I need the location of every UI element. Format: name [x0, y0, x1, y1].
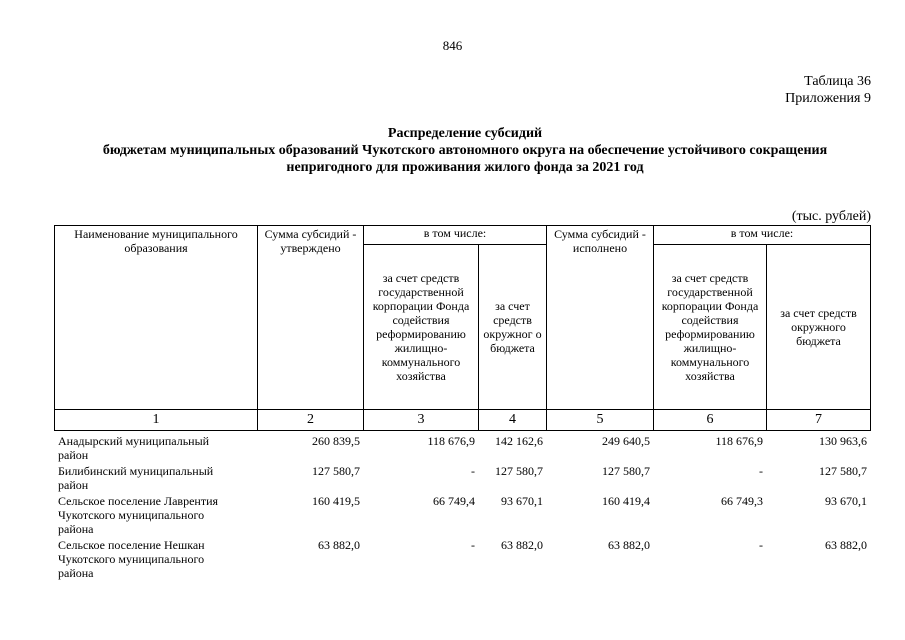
cell-okrug-executed: 63 882,0	[825, 538, 867, 552]
row-name: Анадырский муниципальный район	[58, 434, 210, 462]
table-reference	[785, 73, 871, 107]
header-okrug-executed: за счет средств окружного бюджета	[767, 245, 871, 410]
cell-approved: 160 419,5	[312, 494, 360, 508]
table-header	[54, 225, 871, 431]
row-name: Сельское поселение Нешкан Чукотского муниципального района	[58, 538, 205, 580]
cell-executed: 127 580,7	[602, 464, 650, 478]
header-executed: Сумма субсидий - исполнено	[547, 226, 654, 410]
header-including-1: в том числе:	[364, 226, 547, 245]
page-number: 846	[442, 38, 463, 53]
cell-okrug-executed: 130 963,6	[819, 434, 867, 448]
cell-approved: 127 580,7	[312, 464, 360, 478]
title-line-3: непригодного для проживания жилого фонда за 2021 год	[286, 160, 644, 175]
col-number: 5	[547, 410, 654, 431]
cell-okrug-executed: 93 670,1	[825, 494, 867, 508]
title-line-2: бюджетам муниципальных образований Чукотского автономного округа на обеспечение устойчивого сокращения	[102, 143, 828, 158]
cell-okrug-approved: 142 162,6	[495, 434, 543, 448]
col-number: 3	[364, 410, 479, 431]
table-row	[54, 538, 870, 582]
header-approved: Сумма субсидий - утверждено	[258, 226, 364, 410]
header-okrug-approved: за счет средств окружног о бюджета	[479, 245, 547, 410]
cell-approved: 63 882,0	[318, 538, 360, 552]
appendix-number: Приложения 9	[785, 91, 871, 106]
cell-okrug-approved: 63 882,0	[501, 538, 543, 552]
header-fund-approved: за счет средств государственной корпорации Фонда содействия реформированию жилищно-коммунального хозяйства	[364, 245, 479, 410]
col-number: 6	[654, 410, 767, 431]
cell-fund-approved: 118 676,9	[427, 434, 475, 448]
table-body	[54, 434, 870, 582]
document-title	[20, 125, 905, 176]
cell-fund-executed: 66 749,3	[721, 494, 763, 508]
table-number: Таблица 36	[804, 74, 871, 89]
header-fund-executed: за счет средств государственной корпорации Фонда содействия реформированию жилищно-коммунального хозяйства	[654, 245, 767, 410]
title-line-1: Распределение субсидий	[387, 126, 543, 141]
table-row	[54, 494, 870, 538]
cell-executed: 249 640,5	[602, 434, 650, 448]
col-number: 2	[258, 410, 364, 431]
col-number: 1	[55, 410, 258, 431]
cell-okrug-approved: 127 580,7	[495, 464, 543, 478]
table-row	[54, 434, 870, 464]
header-including-2: в том числе:	[654, 226, 871, 245]
cell-okrug-approved: 93 670,1	[501, 494, 543, 508]
cell-approved: 260 839,5	[312, 434, 360, 448]
cell-fund-executed: 118 676,9	[715, 434, 763, 448]
cell-fund-approved: 66 749,4	[433, 494, 475, 508]
col-number: 7	[767, 410, 871, 431]
col-number: 4	[479, 410, 547, 431]
cell-executed: 160 419,4	[602, 494, 650, 508]
cell-fund-approved: -	[471, 464, 475, 478]
cell-fund-executed: -	[759, 538, 763, 552]
row-name: Сельское поселение Лаврентия Чукотского муниципального района	[58, 494, 219, 536]
units-label: (тыс. рублей)	[791, 209, 871, 224]
cell-executed: 63 882,0	[608, 538, 650, 552]
header-name: Наименование муниципального образования	[55, 226, 258, 410]
cell-fund-approved: -	[471, 538, 475, 552]
cell-fund-executed: -	[759, 464, 763, 478]
table-row	[54, 464, 870, 494]
row-name: Билибинский муниципальный район	[58, 464, 214, 492]
cell-okrug-executed: 127 580,7	[819, 464, 867, 478]
